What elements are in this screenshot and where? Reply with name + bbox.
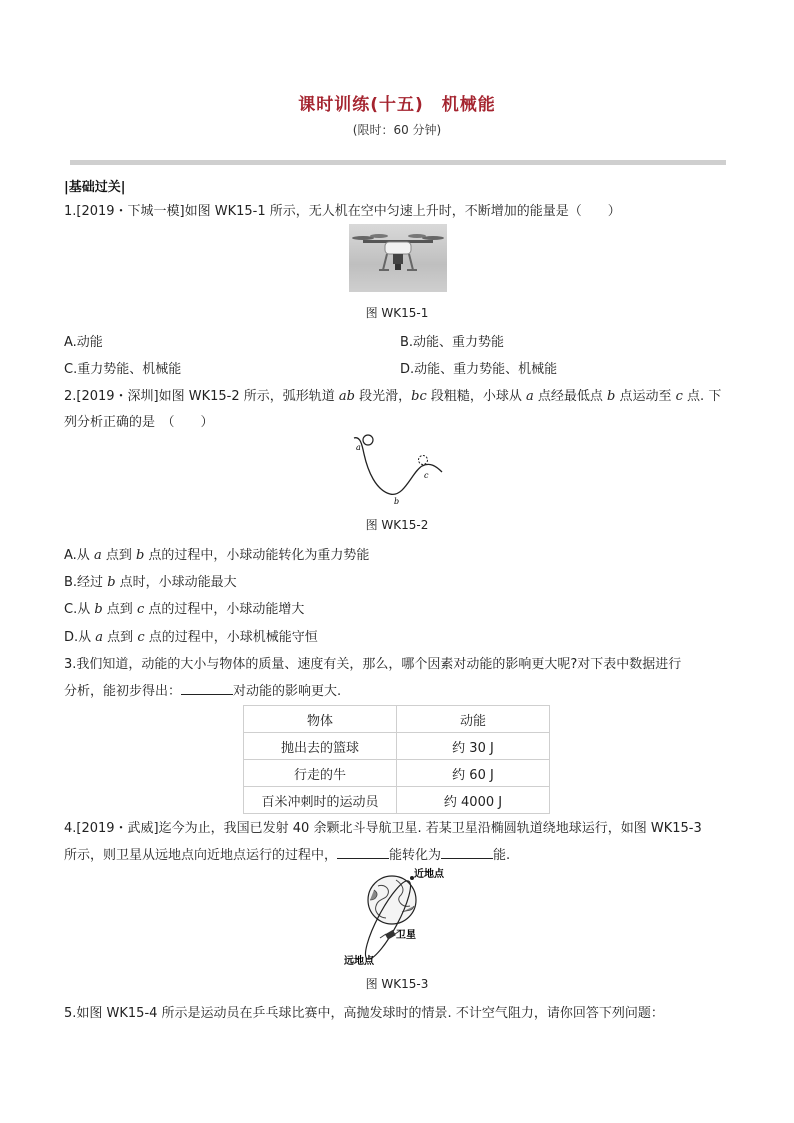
- question-3-text: 3.我们知道，动能的大小与物体的质量、速度有关，那么，哪个因素对动能的影响更大呢?对下表中数据进行: [64, 657, 682, 672]
- q3-text-part: 分析，能初步得出：: [64, 684, 182, 699]
- q2-opt-text: 点到: [101, 548, 136, 563]
- q2-option-c: [64, 598, 304, 617]
- table-row: [244, 760, 550, 787]
- figure-caption: 图 WK15-2: [365, 518, 429, 532]
- figure-caption: 图 WK15-3: [365, 977, 429, 991]
- table-row: [244, 787, 550, 814]
- q2-opt-point: a: [93, 548, 102, 563]
- q2-text-part: 段光滑，: [355, 389, 412, 404]
- question-2-text-line2: 列分析正确的是 （ ）: [64, 415, 214, 430]
- table-header: 物体: [244, 706, 397, 733]
- q2-point-c: c: [675, 389, 683, 404]
- q4-text-part: 能.: [493, 848, 511, 863]
- q2-option-d: [64, 626, 318, 645]
- page-title: 课时训练(十五) 机械能: [298, 95, 496, 115]
- table-cell: 约 4000 J: [397, 787, 550, 814]
- q2-opt-text: B.经过: [64, 575, 108, 590]
- q2-opt-text: 点的过程中，小球动能转化为重力势能: [144, 548, 370, 563]
- energy-table: [243, 705, 550, 814]
- header-divider: [70, 160, 726, 165]
- fig-label-c: c: [424, 471, 429, 480]
- q2-option-b: [64, 571, 237, 590]
- fig-label-a: a: [356, 443, 361, 452]
- q2-opt-point: c: [136, 602, 145, 617]
- fig-label-perigee: 近地点: [414, 869, 444, 880]
- section-heading: |基础过关|: [64, 180, 126, 195]
- q4-text-part: 能转化为: [389, 848, 442, 863]
- question-2-text: [64, 385, 721, 404]
- figure-caption: 图 WK15-1: [365, 306, 429, 320]
- table-cell: 抛出去的篮球: [244, 733, 397, 760]
- q2-text-part: 2.[2019・深圳]如图 WK15-2 所示，弧形轨道: [64, 389, 339, 404]
- q2-opt-text: 点的过程中，小球机械能守恒: [144, 630, 318, 645]
- question-5-text: 5.如图 WK15-4 所示是运动员在乒乓球比赛中，高抛发球时的情景. 不计空气阻力，请你回答下列问题：: [64, 1006, 664, 1021]
- q2-segment-ab: ab: [338, 389, 355, 404]
- q2-opt-text: 点的过程中，小球动能增大: [144, 602, 305, 617]
- fig-label-apogee: 远地点: [344, 956, 374, 967]
- drone-photo: [349, 224, 447, 292]
- q2-opt-text: 点到: [102, 602, 137, 617]
- answer-blank[interactable]: [441, 846, 493, 859]
- track-diagram: [350, 432, 446, 508]
- question-4-text-line2: [64, 844, 510, 863]
- table-cell: 百米冲刺时的运动员: [244, 787, 397, 814]
- q1-option-d: D.动能、重力势能、机械能: [400, 362, 558, 377]
- question-4-text: 4.[2019・武威]迄今为止，我国已发射 40 余颗北斗导航卫星. 若某卫星沿椭圆轨道绕地球运行，如图 WK15-3: [64, 821, 702, 836]
- fig-label-satellite: 卫星: [396, 930, 416, 941]
- answer-blank[interactable]: [337, 846, 389, 859]
- q2-point-a: a: [526, 389, 534, 404]
- question-3-text-line2: [64, 680, 341, 699]
- table-cell: 约 60 J: [397, 760, 550, 787]
- time-limit: (限时：60 分钟): [352, 123, 442, 137]
- table-cell: 约 30 J: [397, 733, 550, 760]
- q2-point-b: b: [607, 389, 616, 404]
- q2-text-part: 段粗糙，小球从: [426, 389, 527, 404]
- q2-opt-text: 点时，小球动能最大: [115, 575, 237, 590]
- q2-opt-point: b: [107, 575, 116, 590]
- q2-opt-text: 点到: [103, 630, 138, 645]
- q1-option-c: C.重力势能、机械能: [64, 362, 182, 377]
- q2-text-part: 点. 下: [682, 389, 722, 404]
- q1-option-a: A.动能: [64, 335, 103, 350]
- q3-text-part: 对动能的影响更大.: [233, 684, 342, 699]
- question-1-text: 1.[2019・下城一模]如图 WK15-1 所示，无人机在空中匀速上升时，不断增加的能量是（ ）: [64, 204, 621, 219]
- q2-opt-text: C.从: [64, 602, 95, 617]
- answer-blank[interactable]: [181, 682, 233, 695]
- q2-opt-text: D.从: [64, 630, 96, 645]
- table-header: 动能: [397, 706, 550, 733]
- q2-option-a: [64, 544, 369, 563]
- q2-opt-point: b: [135, 548, 145, 563]
- q1-option-b: B.动能、重力势能: [400, 335, 505, 350]
- table-row: [244, 733, 550, 760]
- q2-opt-point: c: [137, 630, 145, 645]
- table-header-row: [244, 706, 550, 733]
- q2-text-part: 点经最低点: [533, 389, 608, 404]
- q2-segment-bc: bc: [411, 389, 427, 404]
- q2-opt-point: b: [94, 602, 103, 617]
- q2-opt-point: a: [95, 630, 104, 645]
- q4-text-part: 所示，则卫星从远地点向近地点运行的过程中，: [64, 848, 338, 863]
- drone-icon: [349, 224, 447, 292]
- orbit-diagram: [340, 866, 454, 970]
- fig-label-b: b: [394, 497, 400, 506]
- q2-opt-text: A.从: [64, 548, 94, 563]
- q2-text-part: 点运动至: [615, 389, 676, 404]
- table-cell: 行走的牛: [244, 760, 397, 787]
